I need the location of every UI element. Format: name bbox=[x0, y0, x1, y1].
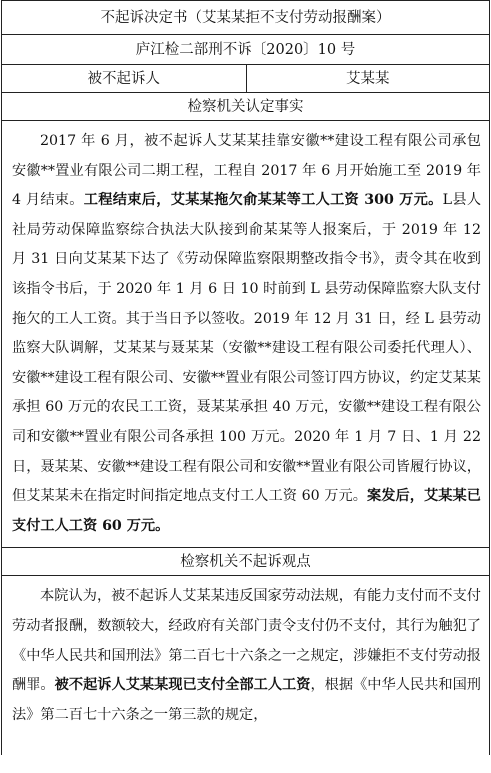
section-heading-facts: 检察机关认定事实 bbox=[2, 93, 489, 121]
opinion-bold-1: 被不起诉人艾某某现已支付全部工人工资 bbox=[54, 677, 311, 694]
defendant-label: 被不起诉人 bbox=[87, 71, 160, 87]
document-number: 庐江检二部刑不诉〔2020〕10 号 bbox=[2, 35, 489, 65]
facts-bold-2: 案发后，艾某某已支付工人工资 60 万元。 bbox=[12, 488, 481, 534]
defendant-row bbox=[2, 65, 489, 93]
opinion-paragraph bbox=[2, 576, 489, 755]
facts-text-2: L县人社局劳动保障监察综合执法大队接到俞某某等人报案后，于 2019 年 12 月 31 日向艾某某下达了《劳动保障监察限期整改指令书》，责令其在收到该指令书后，于 2020 年 1 月 6 日 10 时前到 L 县劳动保障监察大队支付拖欠的工人工资。其于当日予以签收。2019 年 12 月 31 日，经 L 县劳动监察大队调解，艾某某与聂某某（安徽**建设工程有限公司委托代理人）、安徽**建设工程有限公司、安徽**置业有限公司签订四方协议，约定艾某某承担 60 万元的农民工工资，聂某某承担 40 万元，安徽**建设工程有限公司和安徽**置业有限公司各承担 100 万元。2020 年 1 月 7 日、1 月 22 日，聂某某、安徽**建设工程有限公司和安徽**置业有限公司皆履行协议，但艾某某未在指定时间指定地点支付工人工资 60 万元。 bbox=[12, 192, 482, 505]
opinion-text-2: ，根据《中华人民共和国刑法》第二百七十六条之一第三款的规定， bbox=[12, 677, 481, 723]
section-heading-opinion: 检察机关不起诉观点 bbox=[2, 548, 489, 576]
facts-text-1: 2017 年 6 月，被不起诉人艾某某挂靠安徽**建设工程有限公司承包安徽**置业有限公司二期工程，工程自 2017 年 6 月开始施工至 2019 年 4 月结束。 bbox=[12, 133, 481, 209]
facts-paragraph bbox=[2, 121, 489, 548]
document-title: 不起诉决定书（艾某某拒不支付劳动报酬案） bbox=[2, 1, 489, 35]
opinion-text-1: 本院认为，被不起诉人艾某某违反国家劳动法规，有能力支付而不支付劳动者报酬，数额较大，经政府有关部门责令支付仍不支付，其行为触犯了《中华人民共和国刑法》第二百七十六条之一之规定，涉嫌拒不支付劳动报酬罪。 bbox=[12, 588, 481, 694]
facts-bold-1: 工程结束后，艾某某拖欠俞某某等工人工资 300 万元。 bbox=[83, 192, 443, 209]
decision-document bbox=[1, 0, 490, 755]
defendant-name: 艾某某 bbox=[246, 65, 490, 92]
